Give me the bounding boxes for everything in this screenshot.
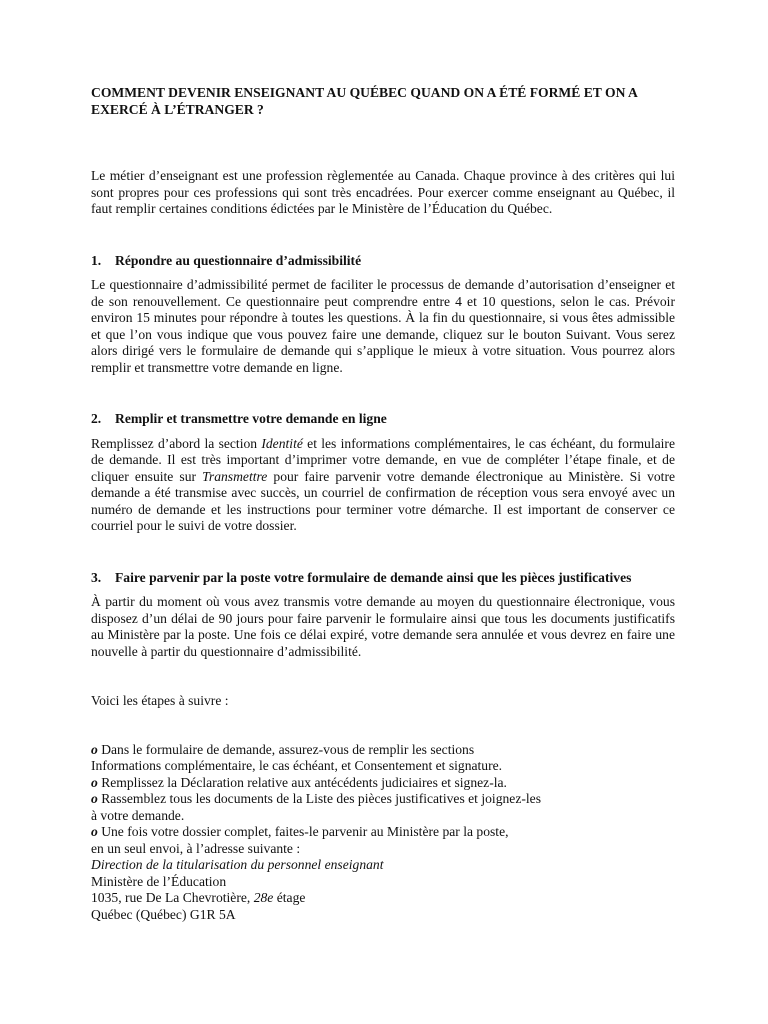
section-1-text: Le questionnaire d’admissibilité permet de faciliter le processus de demande d’autorisation d’enseigner et de son renouvellement. Ce questionnaire peut comprendre entre 4 et 10 questions, selon le cas. Prévoir environ 15 minutes pour répondre à toutes les questions. À la fin du questionnaire, si vous êtes admissible et que l’on vous indique que vous pouvez faire une demande, cliquez sur le bouton Suivant. Vous serez alors dirigé vers le formulaire de demande qui s’applique le mieux à votre situation. Vous pourrez alors remplir et transmettre votre demande en ligne. bbox=[91, 277, 675, 375]
section-3-number: 3. bbox=[91, 569, 102, 585]
address-street: 1035, rue De La Chevrotière, 28e étage bbox=[91, 890, 306, 905]
section-2-number: 2. bbox=[91, 411, 102, 426]
section-2-title: Remplir et transmettre votre demande en ligne bbox=[115, 411, 387, 426]
intro-paragraph: Le métier d’enseignant est une profession règlementée au Canada. Chaque province à des critères qui lui sont propres pour ces professions qui sont très encadrées. Pour exercer comme enseignant au Québec, il faut remplir certaines conditions édictées par le Ministère de l’Éducation du Québec. bbox=[91, 168, 675, 216]
page-title: COMMENT DEVENIR ENSEIGNANT AU QUÉBEC QUAND ON A ÉTÉ FORMÉ ET ON A EXERCÉ À L’ÉTRANGER ? bbox=[91, 85, 638, 117]
steps-intro: Voici les étapes à suivre : bbox=[91, 693, 229, 708]
steps-list bbox=[91, 742, 675, 924]
step-4-continued: en un seul envoi, à l’adresse suivante : bbox=[91, 840, 301, 856]
section-2-text-part-1: Remplissez d’abord la section bbox=[91, 435, 262, 451]
step-2: o Remplissez la Déclaration relative aux antécédents judiciaires et signez-la. bbox=[91, 774, 507, 790]
section-1-number: 1. bbox=[91, 252, 102, 268]
bullet-marker: o bbox=[91, 824, 98, 839]
section-2-text-part-3: pour faire parvenir votre demande électronique au Ministère. Si votre demande a été transmise avec succès, un courriel de confirmation de réception vous sera envoyé avec un numéro de demande et les instructions pour terminer votre démarche. Il est important de conserver ce courriel pour le suivi de votre dossier. bbox=[91, 468, 676, 533]
section-1-heading bbox=[91, 253, 675, 270]
step-3: o Rassemblez tous les documents de la Liste des pièces justificatives et joignez-les bbox=[91, 791, 541, 806]
section-2-heading bbox=[91, 411, 675, 428]
section-3-text: À partir du moment où vous avez transmis votre demande au moyen du questionnaire électronique, vous disposez d’un délai de 90 jours pour faire parvenir le formulaire ainsi que tous les documents justificatifs au Ministère par la poste. Une fois ce délai expiré, votre demande sera annulée et vous devrez en faire une nouvelle à partir du questionnaire d’admissibilité. bbox=[91, 594, 675, 659]
bullet-marker: o bbox=[91, 741, 98, 757]
bullet-marker: o bbox=[91, 774, 98, 790]
step-1-continued: Informations complémentaire, le cas échéant, et Consentement et signature. bbox=[91, 758, 503, 773]
section-3-title: Faire parvenir par la poste votre formulaire de demande ainsi que les pièces justificatives bbox=[115, 569, 632, 585]
step-1: o Dans le formulaire de demande, assurez-vous de remplir les sections bbox=[91, 741, 475, 757]
address-direction: Direction de la titularisation du personnel enseignant bbox=[91, 857, 384, 872]
transmettre-term: Transmettre bbox=[202, 468, 268, 484]
section-2-text-part-2: et les informations complémentaires, le cas échéant, du formulaire de demande. Il est très important d’imprimer votre demande, en vue de compléter l’étape finale, et de cliquer ensuite sur bbox=[91, 435, 675, 484]
section-1-title: Répondre au questionnaire d’admissibilité bbox=[115, 252, 362, 268]
step-4: o Une fois votre dossier complet, faites-le parvenir au Ministère par la poste, bbox=[91, 824, 509, 839]
document-body bbox=[91, 85, 675, 923]
step-3-continued: à votre demande. bbox=[91, 807, 185, 823]
bullet-marker: o bbox=[91, 791, 98, 806]
address-ministere: Ministère de l’Éducation bbox=[91, 873, 227, 889]
address-city: Québec (Québec) G1R 5A bbox=[91, 906, 236, 922]
identite-term: Identité bbox=[261, 435, 303, 451]
section-3-heading bbox=[91, 570, 675, 587]
section-2-text bbox=[91, 436, 675, 535]
address-floor: 28e bbox=[253, 890, 274, 905]
